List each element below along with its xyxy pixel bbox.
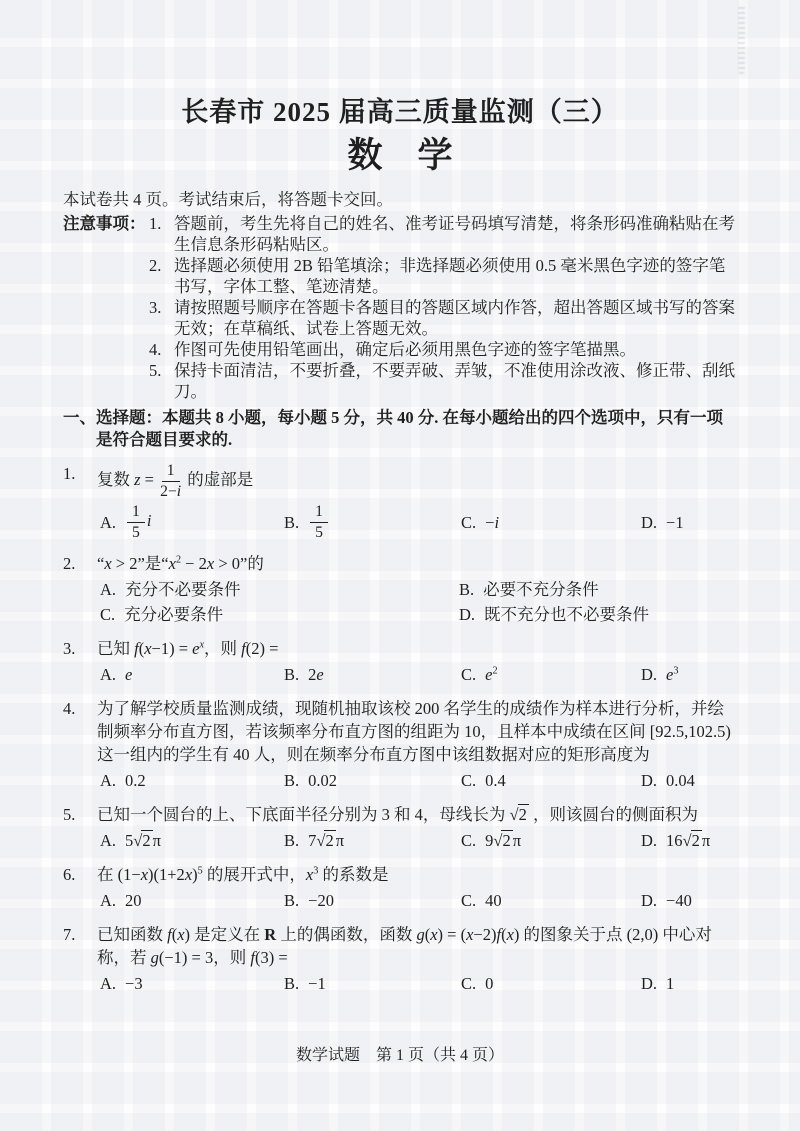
option-c (100, 603, 455, 626)
question-1 (63, 462, 737, 541)
options-grid (97, 972, 737, 995)
question-2 (63, 552, 737, 626)
option-text: e (125, 665, 133, 685)
option-d (641, 769, 737, 792)
question-5 (63, 803, 737, 852)
option-d (641, 972, 737, 995)
option-d (459, 603, 737, 626)
question-stem: 已知函数 f(x) 是定义在 R 上的偶函数，函数 g(x) = (x−2)f(x) 的图象关于点 (2,0) 中心对称，若 g(−1) = 3，则 f(3) = (97, 925, 712, 968)
page-title: 长春市 2025 届高三质量监测（三） (181, 97, 619, 127)
question-number: 7. (63, 925, 76, 945)
option-label: D. (641, 974, 658, 994)
option-text: −20 (308, 891, 334, 911)
intro-text: 本试卷共 4 页。考试结束后，将答题卡交回。 (63, 190, 393, 209)
option-text: 必要不充分条件 (483, 580, 599, 600)
option-label: B. (459, 580, 475, 600)
option-d (641, 663, 737, 686)
question-body (97, 462, 737, 541)
option-c (461, 829, 637, 852)
options-grid (97, 829, 737, 852)
notice-item-text: 选择题必须使用 2B 铅笔填涂；非选择题必须使用 0.5 毫米黑色字迹的签字笔书写，字体工整、笔迹清楚。 (174, 256, 726, 296)
question-4 (63, 697, 737, 792)
option-text: 9√2 π (485, 831, 522, 851)
option-label: B. (284, 974, 300, 994)
option-d (641, 829, 737, 852)
options-grid (97, 769, 737, 792)
option-c (461, 663, 637, 686)
option-text: −1 (666, 512, 684, 532)
option-label: B. (284, 831, 300, 851)
question-number: 1. (63, 464, 76, 483)
option-text: 既不充分也不必要条件 (484, 605, 650, 625)
question-stem: “x > 2”是“$x^2 - 2x > 0$”的 (97, 554, 264, 574)
option-text: 0 (485, 974, 494, 994)
option-b (284, 972, 457, 995)
notice-item-4 (149, 339, 737, 360)
option-label: B. (284, 512, 300, 532)
option-text: 0.02 (308, 771, 338, 791)
option-a (100, 889, 280, 912)
page-content (0, 94, 800, 995)
option-label: A. (100, 974, 117, 994)
option-text: 20 (125, 891, 142, 911)
option-label: C. (461, 665, 477, 685)
option-label: A. (100, 831, 117, 851)
option-label: C. (461, 771, 477, 791)
option-d (641, 503, 737, 541)
question-number: 5. (63, 805, 76, 825)
option-label: D. (641, 665, 658, 685)
section-heading-choice: 一、选择题：本题共 8 小题，每小题 5 分，共 40 分. 在每小题给出的四个选项中，只有一项是符合题目要求的. (63, 408, 723, 449)
option-c (461, 503, 637, 541)
option-label: C. (461, 974, 477, 994)
option-text: 0.04 (666, 771, 695, 791)
options-grid (97, 503, 737, 541)
subject-title: 数 学 (347, 136, 453, 175)
question-body (97, 552, 737, 626)
question-number: 6. (63, 865, 76, 885)
question-body (97, 863, 737, 912)
option-label: C. (461, 891, 477, 911)
question-7 (63, 923, 737, 995)
notice-item-text: 答题前，考生先将自己的姓名、准考证号码填写清楚，将条形码准确粘贴在考生信息条形码粘贴区。 (174, 214, 735, 254)
notice-item-text: 请按照题号顺序在答题卡各题目的答题区域内作答，超出答题区域书写的答案无效；在草稿纸、试卷上答题无效。 (174, 298, 735, 338)
option-label: C. (461, 831, 477, 851)
option-b (284, 769, 457, 792)
option-text: 0.4 (485, 771, 506, 791)
option-label: A. (100, 512, 117, 532)
question-stem: 已知 $f(x-1) = e^x$，则 f(2) = (97, 639, 279, 659)
option-label: B. (284, 891, 300, 911)
option-text: 0.2 (125, 771, 146, 791)
options-grid (97, 663, 737, 686)
notice-items (149, 213, 737, 402)
question-number: 3. (63, 639, 76, 659)
option-a (100, 578, 455, 601)
option-b (284, 663, 457, 686)
notice-item-number: 1. (149, 214, 162, 233)
notice-item-number: 2. (149, 256, 162, 275)
question-body (97, 697, 737, 792)
option-text: $\frac{1}{5}$ (308, 503, 330, 541)
option-label: D. (641, 891, 658, 911)
option-text: 充分不必要条件 (125, 580, 241, 600)
option-text: −i (485, 512, 500, 532)
notice-item-number: 3. (149, 298, 162, 317)
option-text: 7√2 π (308, 831, 345, 851)
option-label: A. (100, 771, 117, 791)
question-3 (63, 637, 737, 686)
option-label: A. (100, 891, 117, 911)
page-footer: 数学试题 第 1 页（共 4 页） (295, 1047, 504, 1064)
scan-artifact (738, 4, 745, 74)
notice-item-number: 5. (149, 361, 162, 380)
option-text: $\frac{1}{5}$ i (125, 503, 151, 541)
option-b (284, 503, 457, 541)
option-label: D. (641, 512, 658, 532)
option-text: $e^2$ (485, 665, 498, 685)
option-label: D. (641, 771, 658, 791)
option-text: 40 (485, 891, 502, 911)
option-a (100, 503, 280, 541)
option-c (461, 972, 637, 995)
option-label: B. (284, 771, 300, 791)
option-a (100, 972, 280, 995)
option-text: 1 (666, 974, 675, 994)
option-a (100, 663, 280, 686)
option-b (459, 578, 737, 601)
notice-item-number: 4. (149, 340, 162, 359)
question-number: 4. (63, 699, 76, 719)
question-stem: 为了解学校质量监测成绩，现随机抽取该校 200 名学生的成绩作为样本进行分析，并绘制频率分布直方图，若该频率分布直方图的组距为 10，且样本中成绩在区间 [92.5,102.5) 这一组内的学生有 40 人，则在频率分布直方图中该组数据对应的矩形高度为 (97, 699, 731, 765)
notice-item-text: 作图可先使用铅笔画出，确定后必须用黑色字迹的签字笔描黑。 (174, 340, 636, 359)
option-text: −3 (125, 974, 143, 994)
option-label: A. (100, 665, 117, 685)
question-stem: 复数 z = $\frac{1}{2-i}$ 的虚部是 (97, 462, 254, 500)
question-stem: 已知一个圆台的上、下底面半径分别为 3 和 4，母线长为 √2 ，则该圆台的侧面积为 (97, 805, 698, 825)
option-text: 充分必要条件 (124, 605, 224, 625)
options-grid (97, 889, 737, 912)
option-a (100, 769, 280, 792)
option-label: B. (284, 665, 300, 685)
option-a (100, 829, 280, 852)
option-label: D. (459, 605, 476, 625)
option-d (641, 889, 737, 912)
option-label: C. (100, 605, 116, 625)
option-text: −40 (666, 891, 692, 911)
question-body (97, 637, 737, 686)
option-b (284, 889, 457, 912)
question-6 (63, 863, 737, 912)
notice (63, 213, 737, 402)
notice-item-3 (149, 297, 737, 339)
option-label: D. (641, 831, 658, 851)
question-body (97, 803, 737, 852)
option-b (284, 829, 457, 852)
option-c (461, 889, 637, 912)
option-text: −1 (308, 974, 326, 994)
notice-item-1 (149, 213, 737, 255)
option-text: 5√2 π (125, 831, 161, 851)
option-text: 16√2 π (666, 831, 711, 851)
option-text: $e^3$ (666, 665, 679, 685)
option-c (461, 769, 637, 792)
notice-item-5 (149, 360, 737, 402)
option-label: C. (461, 512, 477, 532)
question-number: 2. (63, 554, 76, 574)
notice-label: 注意事项： (63, 214, 146, 233)
options-grid (97, 578, 737, 626)
notice-item-2 (149, 255, 737, 297)
notice-item-text: 保持卡面清洁，不要折叠，不要弄破、弄皱，不准使用涂改液、修正带、刮纸刀。 (174, 361, 735, 401)
question-stem: 在 $(1-x)(1+2x)^5$ 的展开式中，$x^3$ 的系数是 (97, 865, 389, 885)
question-body (97, 923, 737, 995)
option-text: 2e (308, 665, 324, 685)
option-label: A. (100, 580, 117, 600)
